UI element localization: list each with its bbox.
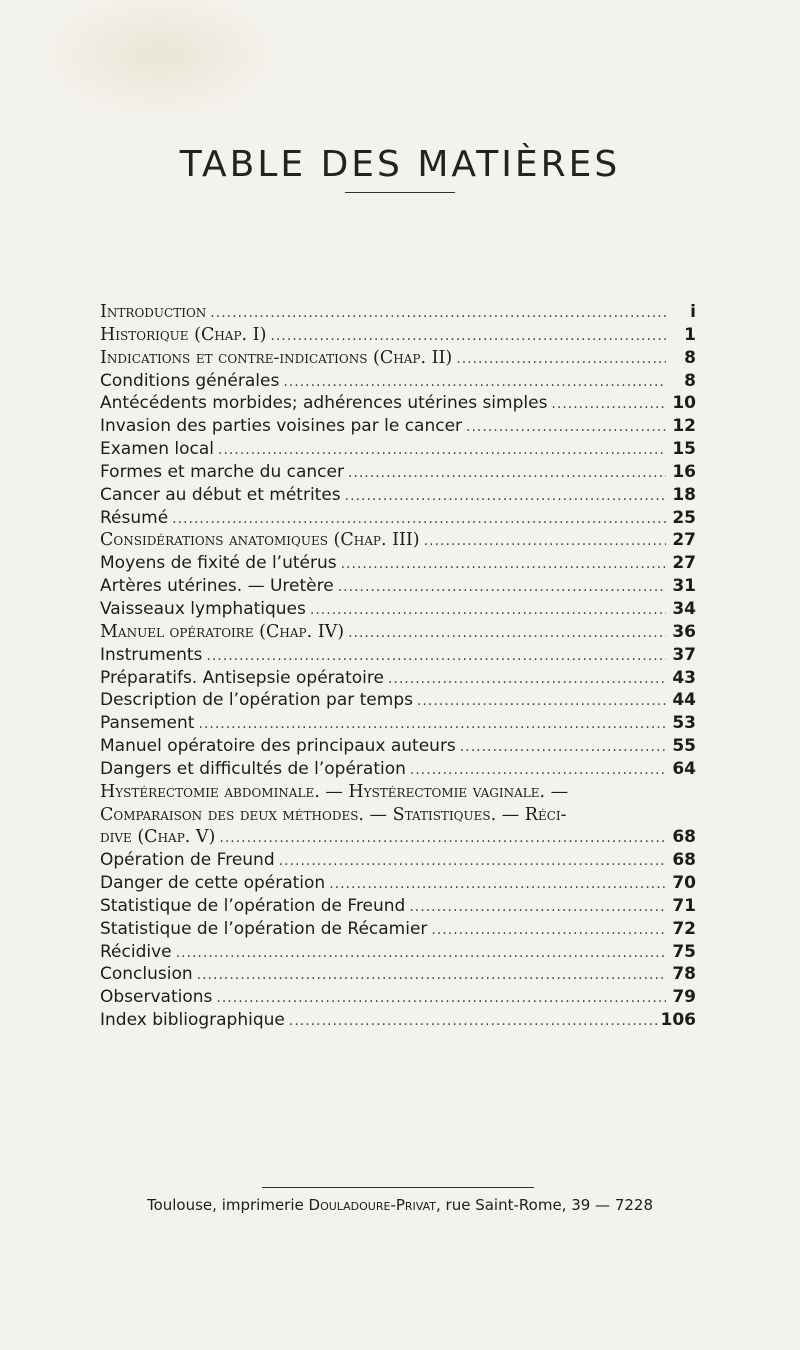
toc-entry <box>100 644 696 667</box>
toc-page: 44 <box>672 690 696 711</box>
toc-page: 72 <box>672 918 696 939</box>
printer-imprint <box>0 1196 800 1214</box>
toc-entry <box>100 712 696 735</box>
dot-leader <box>410 759 666 782</box>
imprint-publisher: Douladoure-Privat <box>308 1196 437 1214</box>
toc-label: Conclusion <box>100 964 193 985</box>
dot-leader <box>345 485 666 508</box>
toc-label: Pansement <box>100 713 195 734</box>
toc-label: Description de l’opération par temps <box>100 690 413 711</box>
dot-leader <box>431 919 666 942</box>
dot-leader <box>206 645 666 668</box>
toc-entry <box>100 895 696 918</box>
toc-label: Instruments <box>100 644 203 665</box>
toc-label: Statistique de l’opération de Freund <box>100 895 406 916</box>
toc-entry <box>100 918 696 941</box>
toc-page: 43 <box>672 667 696 688</box>
table-of-contents <box>100 301 696 1032</box>
toc-page: 75 <box>672 941 696 962</box>
dot-leader <box>338 576 666 599</box>
toc-page: 36 <box>672 621 696 642</box>
toc-label: Statistique de l’opération de Récamier <box>100 918 428 939</box>
dot-leader <box>388 668 666 691</box>
dot-leader <box>197 964 666 987</box>
toc-entry <box>100 415 696 438</box>
toc-entry <box>100 529 696 552</box>
toc-label: Formes et marche du cancer <box>100 461 344 482</box>
toc-label: Indications et contre-indications (Chap. II) <box>100 347 453 368</box>
toc-page: 10 <box>672 393 696 414</box>
dot-leader <box>329 873 666 896</box>
imprint-address: , rue Saint-Rome, 39 — 7228 <box>436 1196 654 1214</box>
toc-entry <box>100 941 696 964</box>
dot-leader <box>466 416 666 439</box>
toc-entry <box>100 370 696 393</box>
toc-entry <box>100 598 696 621</box>
toc-label: Introduction <box>100 302 207 322</box>
toc-label: Manuel opératoire (Chap. IV) <box>100 621 345 642</box>
toc-entry <box>100 986 696 1009</box>
dot-leader <box>417 690 666 713</box>
dot-leader <box>198 713 666 736</box>
toc-entry <box>100 758 696 781</box>
toc-label: Hystérectomie abdominale. — Hystérectomie vaginale. — <box>100 781 569 802</box>
toc-page: i <box>690 302 696 322</box>
dot-leader <box>310 599 666 622</box>
toc-label: Historique (Chap. I) <box>100 324 267 345</box>
toc-entry <box>100 347 696 370</box>
dot-leader <box>460 736 666 759</box>
dot-leader <box>341 553 666 576</box>
toc-entry-multiline <box>100 804 696 827</box>
toc-entry <box>100 575 696 598</box>
toc-entry <box>100 849 696 872</box>
toc-entry <box>100 392 696 415</box>
toc-label: Considérations anatomiques (Chap. III) <box>100 530 420 551</box>
toc-page: 18 <box>672 484 696 505</box>
toc-page: 55 <box>672 736 696 757</box>
toc-label: Index bibliographique <box>100 1010 285 1031</box>
toc-page: 8 <box>684 370 696 391</box>
toc-entry <box>100 963 696 986</box>
toc-page: 27 <box>672 530 696 551</box>
dot-leader <box>409 896 666 919</box>
toc-entry-multiline <box>100 781 696 804</box>
toc-label: Observations <box>100 987 213 1008</box>
toc-entry <box>100 507 696 530</box>
toc-label: Récidive <box>100 941 172 962</box>
toc-page: 12 <box>672 416 696 437</box>
toc-page: 25 <box>672 507 696 528</box>
dot-leader <box>348 622 666 645</box>
dot-leader <box>218 439 666 462</box>
toc-page: 8 <box>684 347 696 368</box>
toc-label: Moyens de fixité de l’utérus <box>100 553 337 574</box>
toc-page: 79 <box>672 987 696 1008</box>
dot-leader <box>216 987 666 1010</box>
toc-label: Conditions générales <box>100 370 280 391</box>
toc-entry <box>100 872 696 895</box>
toc-page: 16 <box>672 461 696 482</box>
toc-entry <box>100 438 696 461</box>
dot-leader <box>270 325 666 348</box>
toc-label: Résumé <box>100 507 169 528</box>
imprint-city: Toulouse, imprimerie <box>146 1196 309 1214</box>
footer-rule <box>262 1187 534 1188</box>
toc-page: 34 <box>672 598 696 619</box>
toc-label: Dangers et difficultés de l’opération <box>100 758 406 779</box>
dot-leader <box>348 462 666 485</box>
toc-page: 68 <box>672 827 696 848</box>
toc-entry <box>100 324 696 347</box>
toc-page: 64 <box>672 758 696 779</box>
title-rule <box>345 192 455 193</box>
toc-page: 71 <box>672 895 696 916</box>
toc-label: Manuel opératoire des principaux auteurs <box>100 736 456 757</box>
dot-leader <box>176 942 666 965</box>
toc-page: 78 <box>672 964 696 985</box>
toc-page: 31 <box>672 576 696 597</box>
toc-label: Opération de Freund <box>100 850 275 871</box>
toc-page: 68 <box>672 850 696 871</box>
dot-leader <box>289 1010 657 1033</box>
dot-leader <box>210 302 666 325</box>
toc-entry <box>100 484 696 507</box>
dot-leader <box>283 371 666 394</box>
dot-leader <box>456 348 666 371</box>
toc-label: dive (Chap. V) <box>100 827 216 848</box>
toc-page: 27 <box>672 553 696 574</box>
paper-stain <box>40 0 280 120</box>
toc-label: Artères utérines. — Uretère <box>100 576 334 597</box>
page-title: TABLE DES MATIÈRES <box>179 144 621 186</box>
toc-entry <box>100 826 696 849</box>
dot-leader <box>219 827 666 850</box>
toc-label: Invasion des parties voisines par le cancer <box>100 416 463 437</box>
dot-leader <box>172 508 666 531</box>
dot-leader <box>279 850 666 873</box>
toc-page: 53 <box>672 713 696 734</box>
toc-entry <box>100 667 696 690</box>
toc-page: 70 <box>672 873 696 894</box>
toc-label: Vaisseaux lymphatiques <box>100 598 306 619</box>
dot-leader <box>551 393 666 416</box>
toc-label: Examen local <box>100 439 215 460</box>
toc-entry <box>100 735 696 758</box>
toc-label: Comparaison des deux méthodes. — Statistiques. — Réci- <box>100 804 567 825</box>
toc-entry <box>100 1009 696 1032</box>
toc-label: Antécédents morbides; adhérences utérines simples <box>100 393 548 414</box>
toc-entry <box>100 552 696 575</box>
toc-label: Danger de cette opération <box>100 873 326 894</box>
toc-page: 15 <box>672 439 696 460</box>
toc-label: Cancer au début et métrites <box>100 484 341 505</box>
toc-page: 1 <box>684 324 696 345</box>
toc-entry <box>100 461 696 484</box>
toc-entry <box>100 301 696 324</box>
toc-entry <box>100 689 696 712</box>
toc-entry <box>100 621 696 644</box>
toc-page: 106 <box>660 1010 696 1031</box>
dot-leader <box>424 530 666 553</box>
toc-label: Préparatifs. Antisepsie opératoire <box>100 667 384 688</box>
toc-page: 37 <box>672 644 696 665</box>
